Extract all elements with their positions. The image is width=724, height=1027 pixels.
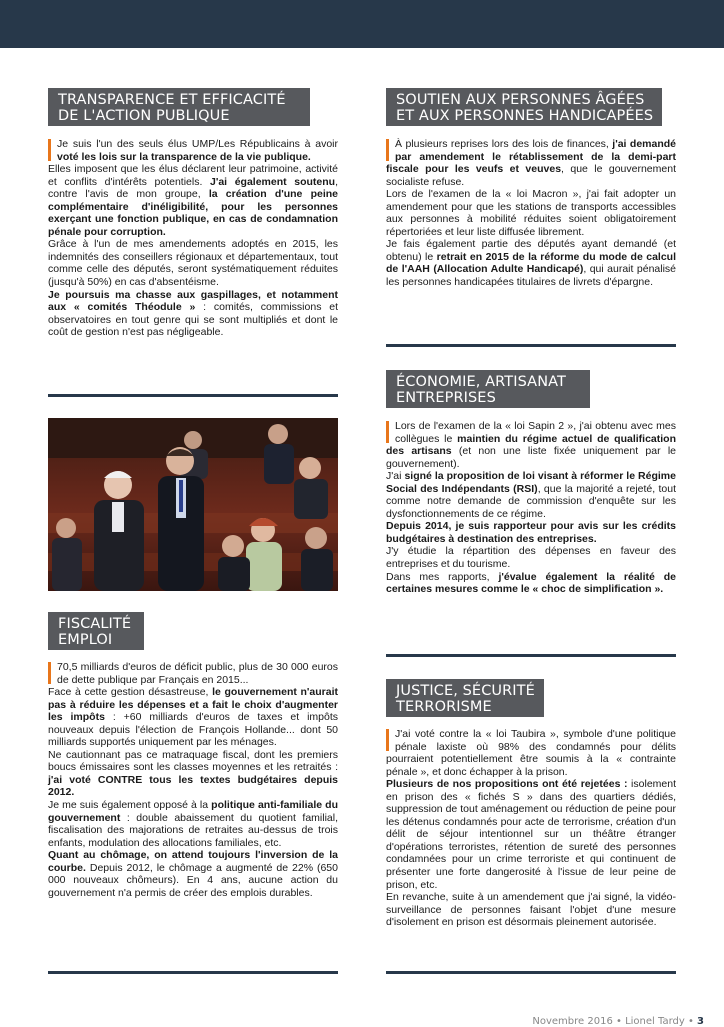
accent-bar <box>386 729 389 751</box>
section-transparence-text: Je suis l'un des seuls élus UMP/Les Républicains à avoir voté les lois sur la transparence de la vie publique. Elles imposent que les élus déclarent leur patrimoine, activité et conflits d'intérêts potentiels. J'ai également soutenu, contre l'avis de mon groupe, la création d'une peine complémentaire d'inéligibilité, pour les personnes exerçant une fonction publique, en cas de condamnation pénale pour corruption. Grâce à l'un de mes amendements adoptés en 2015, les indemnités des conseillers régionaux et départementaux, tout comme celle des députés, seront systématiquement réduites (jusqu'à 50%) en cas d'absentéisme. Je poursuis ma chasse aux gaspillages, et notamment aux « comités Théodule » : comités, commissions et observatoires en tout genre qui se sont multipliés et dont le coût de gestion n'est pas négligeable. <box>48 138 339 339</box>
top-banner <box>0 0 724 48</box>
section-divider <box>386 344 676 347</box>
page-number: 3 <box>697 1016 704 1027</box>
heading-economie: ÉCONOMIE, ARTISANAT ENTREPRISES <box>386 370 590 408</box>
section-economie-text: Lors de l'examen de la « loi Sapin 2 », j'ai obtenu avec mes collègues le maintien du régime actuel de qualification des artisans (et non une liste fixée uniquement par le gouvernement). J'ai signé la proposition de loi visant à réformer le Régime Social des Indépendants (RSI), que la majorité a rejeté, tout comme notre demande de commission d'enquête sur les dysfonctionnements de ce régime. Depuis 2014, je suis rapporteur pour avis sur les crédits budgétaires à destination des entreprises. J'y étudie la répartition des dépenses en faveur des entreprises et du tourisme. Dans mes rapports, j'évalue également la réalité de certaines mesures comme le « choc de simplification ». <box>386 420 676 596</box>
heading-transparence: TRANSPARENCE ET EFFICACITÉ DE L'ACTION PUBLIQUE <box>48 88 310 126</box>
assembly-photo <box>48 418 338 591</box>
heading-fiscalite: FISCALITÉ EMPLOI <box>48 612 144 650</box>
section-justice-text: J'ai voté contre la « loi Taubira », symbole d'une politique pénale laxiste où 98% des condamnés pour délits pourraient potentiellement être soumis à la « contrainte pénale », et donc échapper à la prison. Plusieurs de nos propositions ont été rejetées : isolement en prison des « fichés S » dans des quartiers dédiés, suppression de tout aménagement ou réduction de peine pour les détenus condamnés pour acte de terrorisme, création d'un délit de séjour intentionnel sur un théâtre étranger d'opérations terroristes, rétention de sureté des personnes condamnées pour un crime terroriste et qui continuent de présenter une forte dangerosité à l'issue de leur peine de prison, etc. En revanche, suite à un amendement que j'ai signé, la vidéo-surveillance de personnes faisant l'objet d'une mesure d'isolement en prison est désormais pleinement autorisée. <box>386 728 676 929</box>
heading-soutien: SOUTIEN AUX PERSONNES ÂGÉES ET AUX PERSONNES HANDICAPÉES <box>386 88 662 126</box>
accent-bar <box>386 421 389 443</box>
page-footer: Novembre 2016 • Lionel Tardy • 3 <box>532 1016 704 1027</box>
heading-justice: JUSTICE, SÉCURITÉ TERRORISME <box>386 679 544 717</box>
section-soutien-text: À plusieurs reprises lors des lois de finances, j'ai demandé par amendement le rétablissement de la demi-part fiscale pour les veufs et veuves, que le gouvernement socialiste refuse. Lors de l'examen de la « loi Macron », j'ai fait adopter un amendement pour que les stations de transports accessibles aux personnes à mobilité réduites soient obligatoirement répertoriées et leur liste diffusée librement. Je fais également partie des députés ayant demandé (et obtenu) le retrait en 2015 de la réforme du mode de calcul de l'AAH (Allocation Adulte Handicapé), qui aurait pénalisé les personnes handicapées titulaires de livrets d'épargne. <box>386 138 676 289</box>
section-fiscalite-text: 70,5 milliards d'euros de déficit public, plus de 30 000 euros de dette publique par Français en 2015... Face à cette gestion désastreuse, le gouvernement n'aurait pas à réduire les dépenses et a fait le choix d'augmenter les impôts : +60 milliards d'euros de taxes et impôts nouveaux depuis l'élection de François Hollande... dont 50 milliards supportés uniquement par les ménages. Ne cautionnant pas ce matraquage fiscal, dont les premiers boucs émissaires sont les classes moyennes et les retraités : j'ai voté CONTRE tous les textes budgétaires depuis 2012. Je me suis également opposé à la politique anti-familiale du gouvernement : double abaissement du quotient familial, fiscalisation des majorations de retraites au-dessus de trois enfants, modulation des allocations familiales, etc. Quant au chômage, on attend toujours l'inversion de la courbe. Depuis 2012, le chômage a augmenté de 22% (650 000 nouveaux chômeurs). En 4 ans, aucune action du gouvernement n'a permis de créer des emplois durables. <box>48 661 339 899</box>
section-divider <box>386 971 676 974</box>
accent-bar <box>48 662 51 684</box>
accent-bar <box>48 139 51 161</box>
section-divider <box>386 654 676 657</box>
section-divider <box>48 971 338 974</box>
section-divider <box>48 394 338 397</box>
accent-bar <box>386 139 389 161</box>
